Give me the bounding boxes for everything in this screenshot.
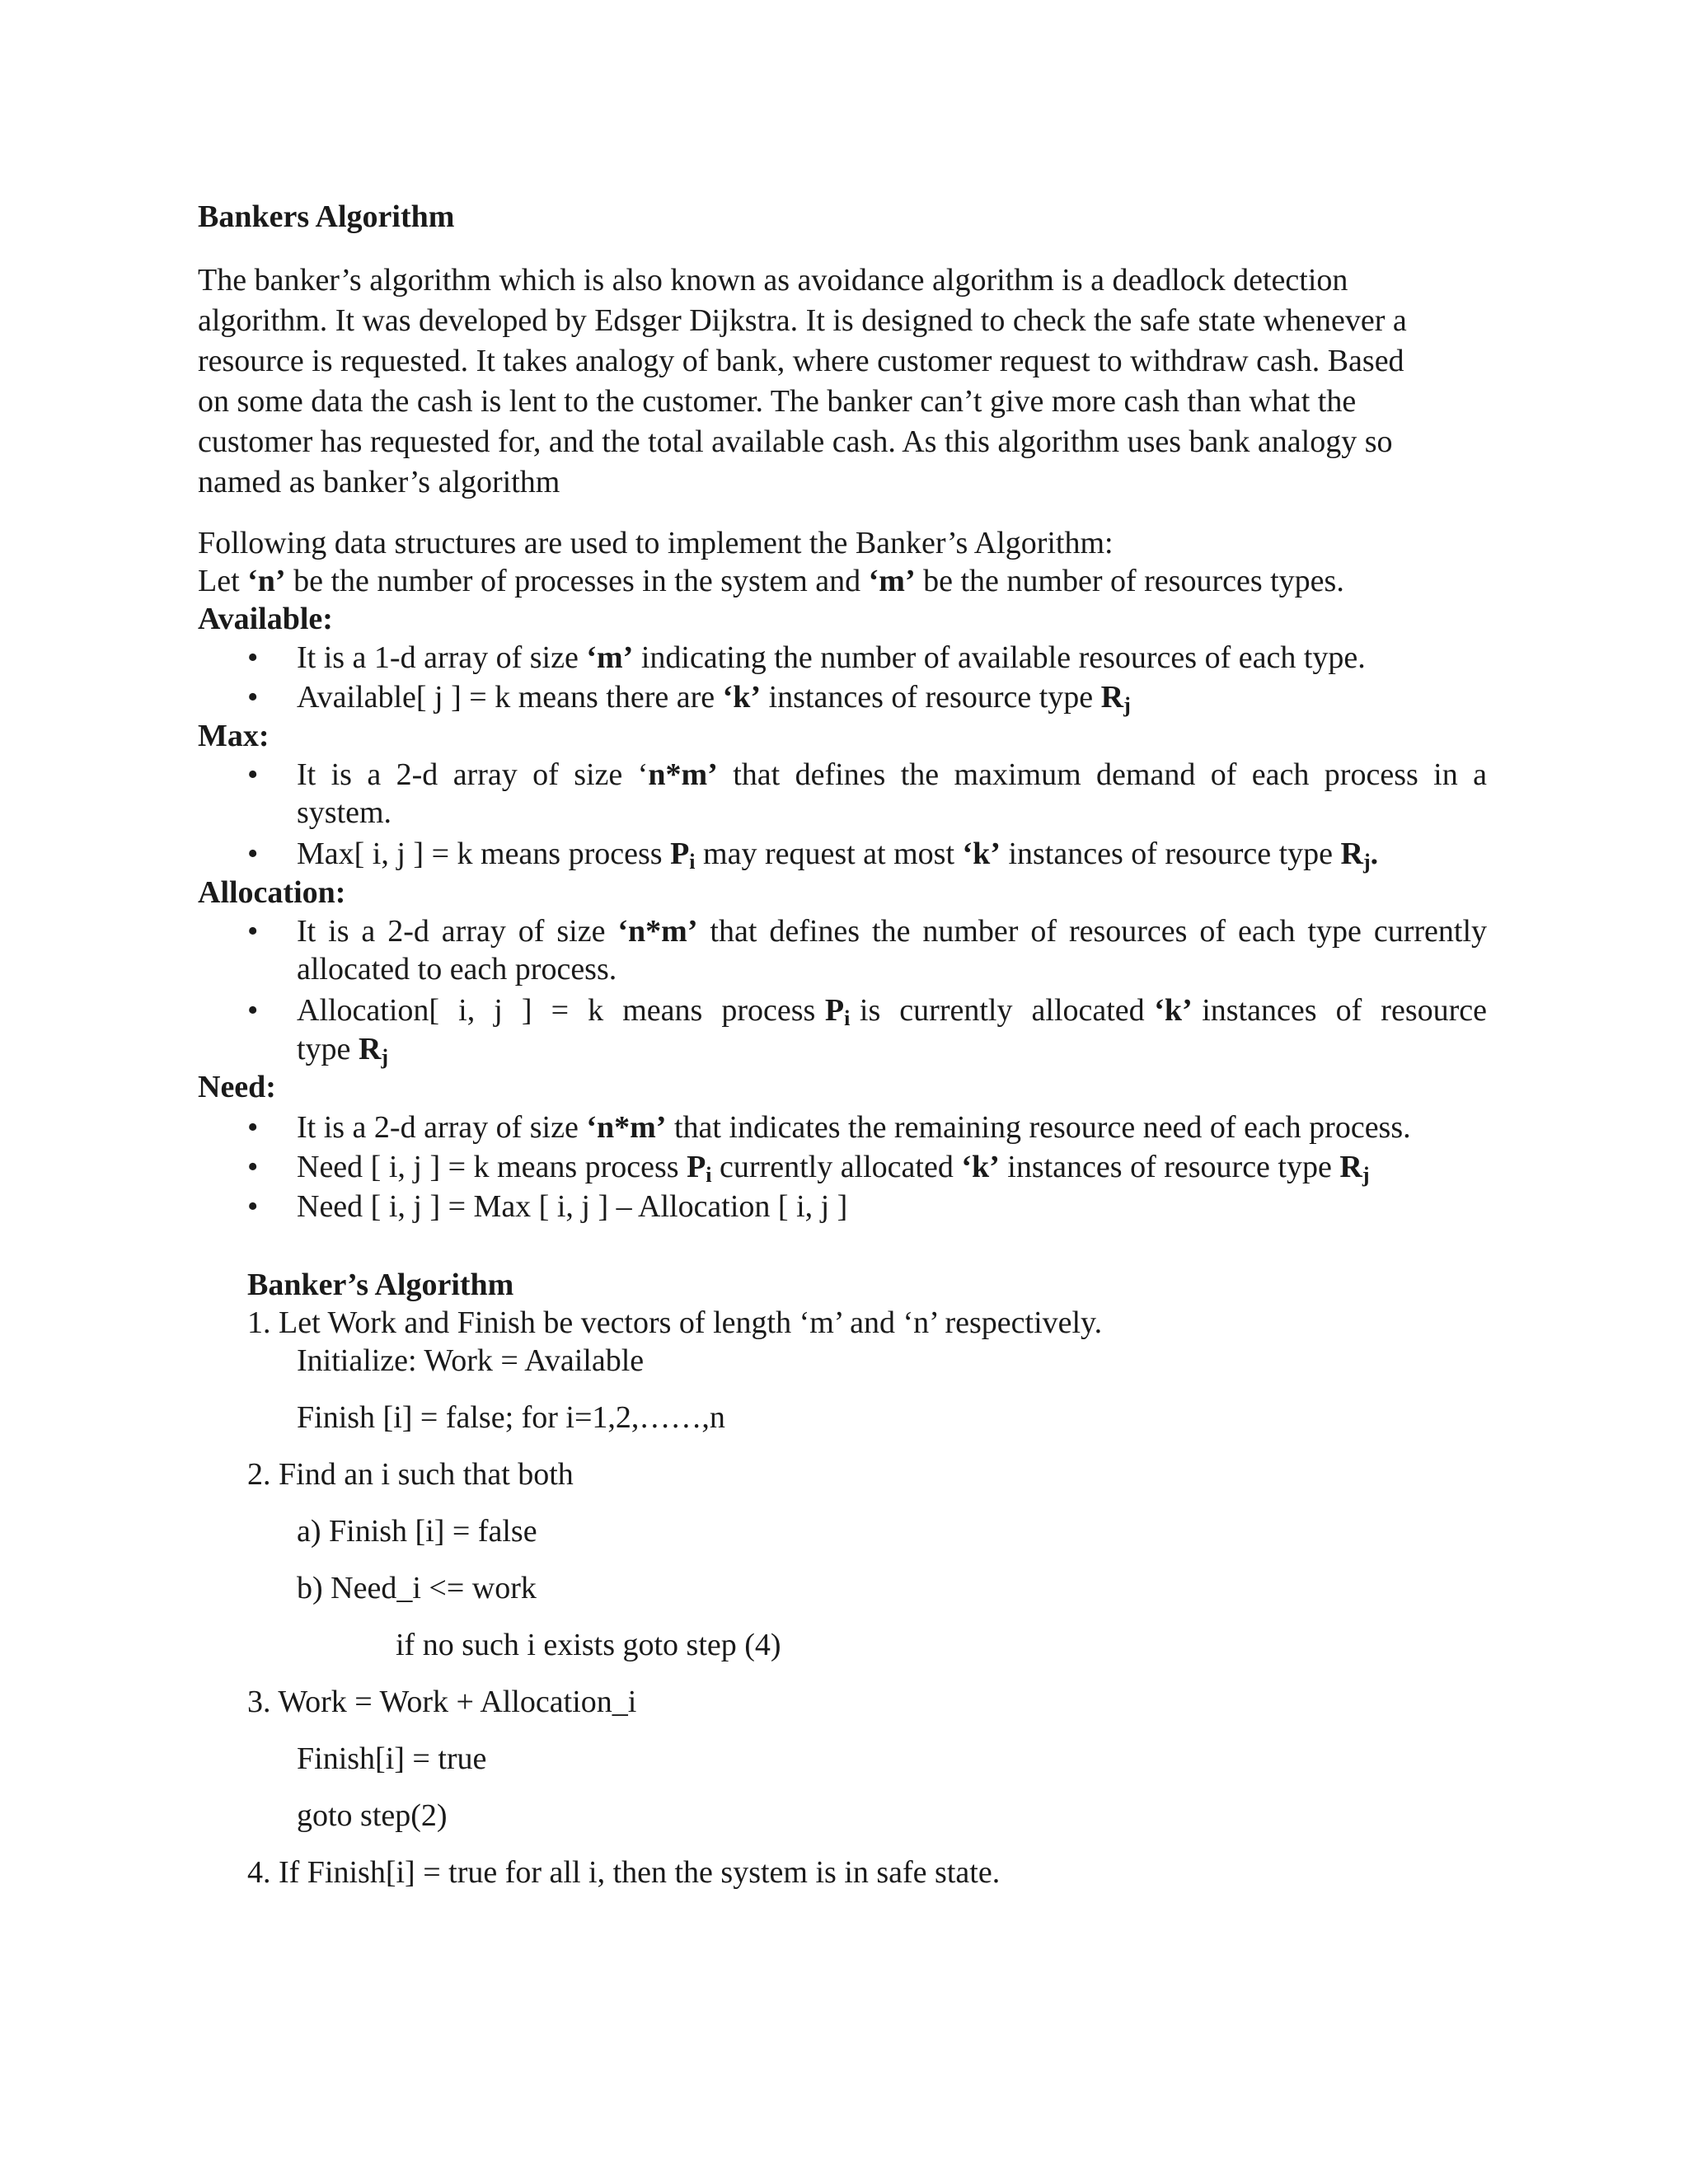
bullet-icon: • xyxy=(247,640,259,675)
intro-line-1: The banker’s algorithm which is also known as avoidance algorithm is a deadlock detection xyxy=(198,263,1348,298)
max-heading: Max: xyxy=(198,719,270,753)
bullet-icon: • xyxy=(247,993,259,1028)
let-line: Let ‘n’ be the number of processes in the system and ‘m’ be the number of resources types. xyxy=(198,564,1344,598)
allocation-bullet-2-cont: type $R_j$ xyxy=(297,1032,389,1069)
allocation-bullet-2: Allocation[ i, j ] = k means process $P_i$ is currently allocated ‘k’ instances of resource xyxy=(297,993,1488,1030)
bullet-icon: • xyxy=(247,1110,259,1145)
algorithm-step-2c: if no such i exists goto step (4) xyxy=(396,1628,781,1662)
algorithm-step-4: 4. If Finish[i] = true for all i, then the system is in safe state. xyxy=(247,1855,1001,1890)
max-bullet-2: Max[ i, j ] = k means process $P_i$ may request at most ‘k’ instances of resource type $R_j$. xyxy=(297,837,1379,874)
bullet-icon: • xyxy=(247,1189,259,1224)
algorithm-step-1-finish: Finish [i] = false; for i=1,2,……,n xyxy=(297,1400,725,1435)
bullet-icon: • xyxy=(247,680,259,715)
max-bullet-1: It is a 2-d array of size ‘n*m’ that defines the maximum demand of each process in a xyxy=(297,757,1487,792)
algorithm-step-2: 2. Find an i such that both xyxy=(247,1457,574,1492)
allocation-heading: Allocation: xyxy=(198,875,346,910)
algorithm-step-2a: a) Finish [i] = false xyxy=(297,1514,537,1549)
algorithm-step-3b: goto step(2) xyxy=(297,1798,448,1833)
intro-line-3: resource is requested. It takes analogy of bank, where customer request to withdraw cash. Based xyxy=(198,344,1404,378)
bullet-icon: • xyxy=(247,914,259,949)
intro-line-6: named as banker’s algorithm xyxy=(198,465,560,499)
algorithm-step-1-init: Initialize: Work = Available xyxy=(297,1343,645,1378)
ds-intro: Following data structures are used to implement the Banker’s Algorithm: xyxy=(198,526,1114,560)
algorithm-step-1: 1. Let Work and Finish be vectors of length ‘m’ and ‘n’ respectively. xyxy=(247,1305,1103,1340)
intro-line-5: customer has requested for, and the total available cash. As this algorithm uses bank analogy so xyxy=(198,424,1393,459)
allocation-bullet-1-cont: allocated to each process. xyxy=(297,952,617,987)
available-bullet-1: It is a 1-d array of size ‘m’ indicating the number of available resources of each type. xyxy=(297,640,1366,675)
algorithm-heading: Banker’s Algorithm xyxy=(247,1268,514,1302)
algorithm-step-2b: b) Need_i <= work xyxy=(297,1571,537,1605)
need-bullet-3: Need [ i, j ] = Max [ i, j ] – Allocation [ i, j ] xyxy=(297,1189,848,1224)
need-heading: Need: xyxy=(198,1070,276,1104)
allocation-bullet-1: It is a 2-d array of size ‘n*m’ that defines the number of resources of each type currently xyxy=(297,914,1488,949)
available-bullet-2: Available[ j ] = k means there are ‘k’ instances of resource type $R_j$ xyxy=(297,680,1131,717)
available-heading: Available: xyxy=(198,602,333,636)
bullet-icon: • xyxy=(247,757,259,792)
bullet-icon: • xyxy=(247,1150,259,1184)
document-title: Bankers Algorithm xyxy=(198,199,455,234)
algorithm-step-3: 3. Work = Work + Allocation_i xyxy=(247,1685,637,1719)
need-bullet-2: Need [ i, j ] = k means process $P_i$ currently allocated ‘k’ instances of resource type $R_j$ xyxy=(297,1150,1370,1187)
algorithm-step-3a: Finish[i] = true xyxy=(297,1741,487,1776)
intro-line-4: on some data the cash is lent to the customer. The banker can’t give more cash than what the xyxy=(198,384,1357,419)
bullet-icon: • xyxy=(247,837,259,871)
max-bullet-1-cont: system. xyxy=(297,795,392,830)
intro-line-2: algorithm. It was developed by Edsger Dijkstra. It is designed to check the safe state whenever a xyxy=(198,303,1407,338)
need-bullet-1: It is a 2-d array of size ‘n*m’ that indicates the remaining resource need of each process. xyxy=(297,1110,1411,1145)
